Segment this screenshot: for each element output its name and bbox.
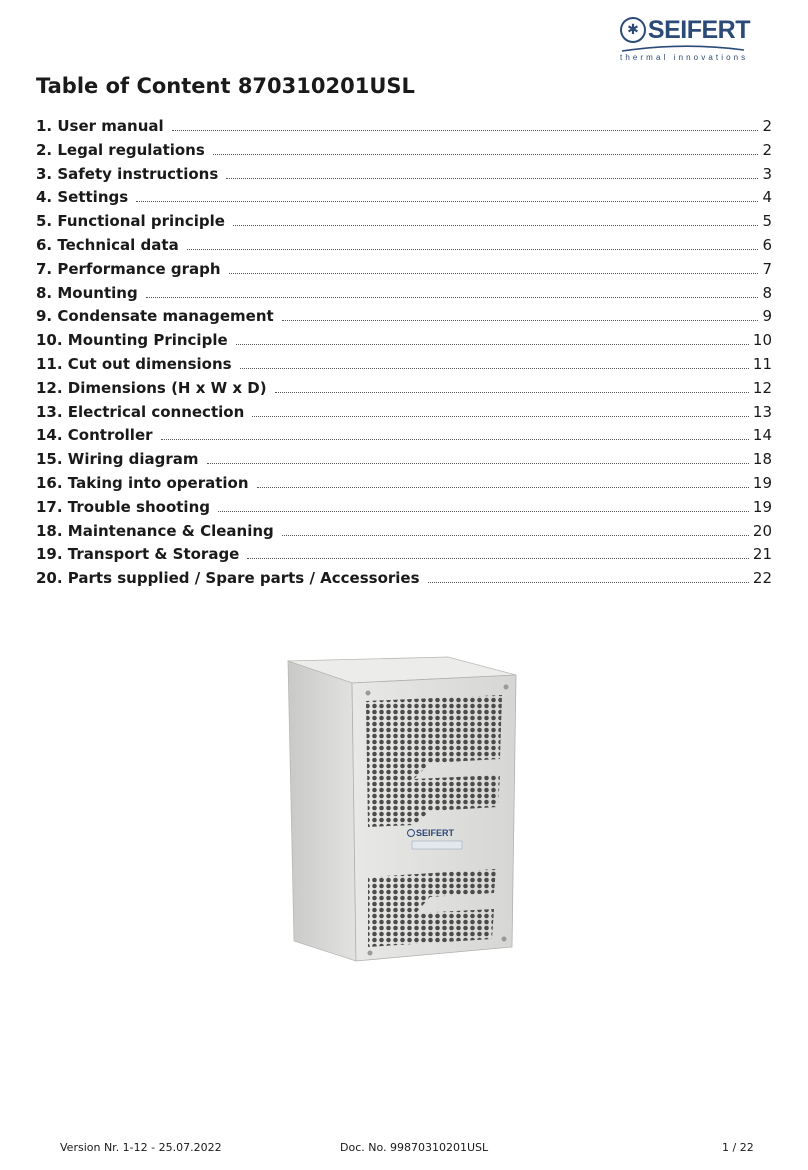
toc-dot-leader xyxy=(213,154,759,155)
toc-entry[interactable] xyxy=(36,403,772,427)
toc-dot-leader xyxy=(226,178,758,179)
toc-entry[interactable] xyxy=(36,522,772,546)
product-logo-text: SEIFERT xyxy=(416,828,455,838)
toc-entry-label: 2. Legal regulations xyxy=(36,140,205,159)
toc-entry[interactable] xyxy=(36,498,772,522)
toc-entry-label: 18. Maintenance & Cleaning xyxy=(36,521,274,540)
toc-entry-page: 18 xyxy=(752,450,772,469)
toc-entry-page: 22 xyxy=(752,569,772,588)
toc-entry[interactable] xyxy=(36,260,772,284)
toc-entry[interactable] xyxy=(36,188,772,212)
toc-dot-leader xyxy=(207,463,749,464)
toc-entry-label: 8. Mounting xyxy=(36,283,138,302)
toc-entry[interactable] xyxy=(36,474,772,498)
toc-entry-page: 8 xyxy=(762,283,772,302)
toc-entry-page: 19 xyxy=(752,473,772,492)
toc-entry-page: 6 xyxy=(762,235,772,254)
toc-entry[interactable] xyxy=(36,450,772,474)
toc-entry[interactable] xyxy=(36,141,772,165)
toc-entry-label: 13. Electrical connection xyxy=(36,402,245,421)
toc-entry-page: 12 xyxy=(752,378,772,397)
toc-dot-leader xyxy=(247,558,749,559)
toc-entry-label: 6. Technical data xyxy=(36,235,179,254)
toc-entry-label: 20. Parts supplied / Spare parts / Accessories xyxy=(36,569,420,588)
logo-swoosh-icon xyxy=(620,44,746,52)
seifert-logo-mark-icon: ✱ xyxy=(620,17,646,43)
toc-entry-page: 3 xyxy=(762,164,772,183)
toc-entry[interactable] xyxy=(36,284,772,308)
toc-entry-label: 12. Dimensions (H x W x D) xyxy=(36,378,267,397)
toc-entry-label: 5. Functional principle xyxy=(36,212,225,231)
toc-dot-leader xyxy=(146,297,759,298)
toc-dot-leader xyxy=(275,392,749,393)
toc-entry-page: 5 xyxy=(762,212,772,231)
toc-entry[interactable] xyxy=(36,355,772,379)
toc-entry-label: 15. Wiring diagram xyxy=(36,450,199,469)
footer-page-number: 1 / 22 xyxy=(722,1141,754,1154)
toc-dot-leader xyxy=(233,225,759,226)
toc-entry-page: 9 xyxy=(762,307,772,326)
footer-doc-number: Doc. No. 99870310201USL xyxy=(340,1141,489,1154)
toc-entry-page: 19 xyxy=(752,497,772,516)
toc-dot-leader xyxy=(236,344,749,345)
seifert-logo xyxy=(620,14,750,66)
toc-entry-page: 4 xyxy=(762,188,772,207)
toc-dot-leader xyxy=(282,320,759,321)
toc-dot-leader xyxy=(252,416,749,417)
toc-entry[interactable] xyxy=(36,117,772,141)
toc-dot-leader xyxy=(229,273,759,274)
toc-entry-page: 2 xyxy=(762,117,772,135)
toc-entry-page: 10 xyxy=(752,331,772,350)
toc-entry[interactable] xyxy=(36,545,772,569)
toc-dot-leader xyxy=(282,535,749,536)
toc-entry-label: 3. Safety instructions xyxy=(36,164,219,183)
toc-entry-page: 14 xyxy=(752,426,772,445)
toc-dot-leader xyxy=(218,511,749,512)
toc-dot-leader xyxy=(172,130,759,131)
toc-entry-label: 4. Settings xyxy=(36,188,129,207)
toc-entry-page: 2 xyxy=(762,140,772,159)
toc-dot-leader xyxy=(187,249,759,250)
toc-entry-label: 9. Condensate management xyxy=(36,307,274,326)
toc-dot-leader xyxy=(428,582,749,583)
toc-entry-label: 17. Trouble shooting xyxy=(36,497,210,516)
toc-entry[interactable] xyxy=(36,307,772,331)
toc-entry[interactable] xyxy=(36,379,772,403)
logo-text: SEIFERT xyxy=(647,15,750,44)
toc-entry-label: 16. Taking into operation xyxy=(36,473,249,492)
toc-entry[interactable] xyxy=(36,331,772,355)
toc-entry-page: 20 xyxy=(752,521,772,540)
toc-entry-label: 11. Cut out dimensions xyxy=(36,354,232,373)
table-of-contents xyxy=(36,117,772,593)
toc-entry-page: 21 xyxy=(752,545,772,564)
toc-dot-leader xyxy=(257,487,749,488)
toc-entry[interactable] xyxy=(36,569,772,593)
logo-tagline: thermal innovations xyxy=(620,53,749,62)
toc-entry[interactable] xyxy=(36,426,772,450)
toc-entry-label: 19. Transport & Storage xyxy=(36,545,240,564)
toc-entry-label: 14. Controller xyxy=(36,426,153,445)
toc-entry-page: 7 xyxy=(762,259,772,278)
page-title: Table of Content 870310201USL xyxy=(36,74,415,98)
toc-dot-leader xyxy=(161,439,749,440)
toc-dot-leader xyxy=(136,201,758,202)
toc-entry-page: 13 xyxy=(752,402,772,421)
toc-dot-leader xyxy=(240,368,749,369)
toc-entry-label: 1. User manual xyxy=(36,117,164,135)
toc-entry[interactable] xyxy=(36,165,772,189)
toc-entry-page: 11 xyxy=(752,354,772,373)
toc-entry[interactable] xyxy=(36,236,772,260)
toc-entry-label: 7. Performance graph xyxy=(36,259,221,278)
product-image xyxy=(280,655,524,967)
toc-entry-label: 10. Mounting Principle xyxy=(36,331,228,350)
toc-entry[interactable] xyxy=(36,212,772,236)
footer-version: Version Nr. 1-12 - 25.07.2022 xyxy=(60,1141,222,1154)
